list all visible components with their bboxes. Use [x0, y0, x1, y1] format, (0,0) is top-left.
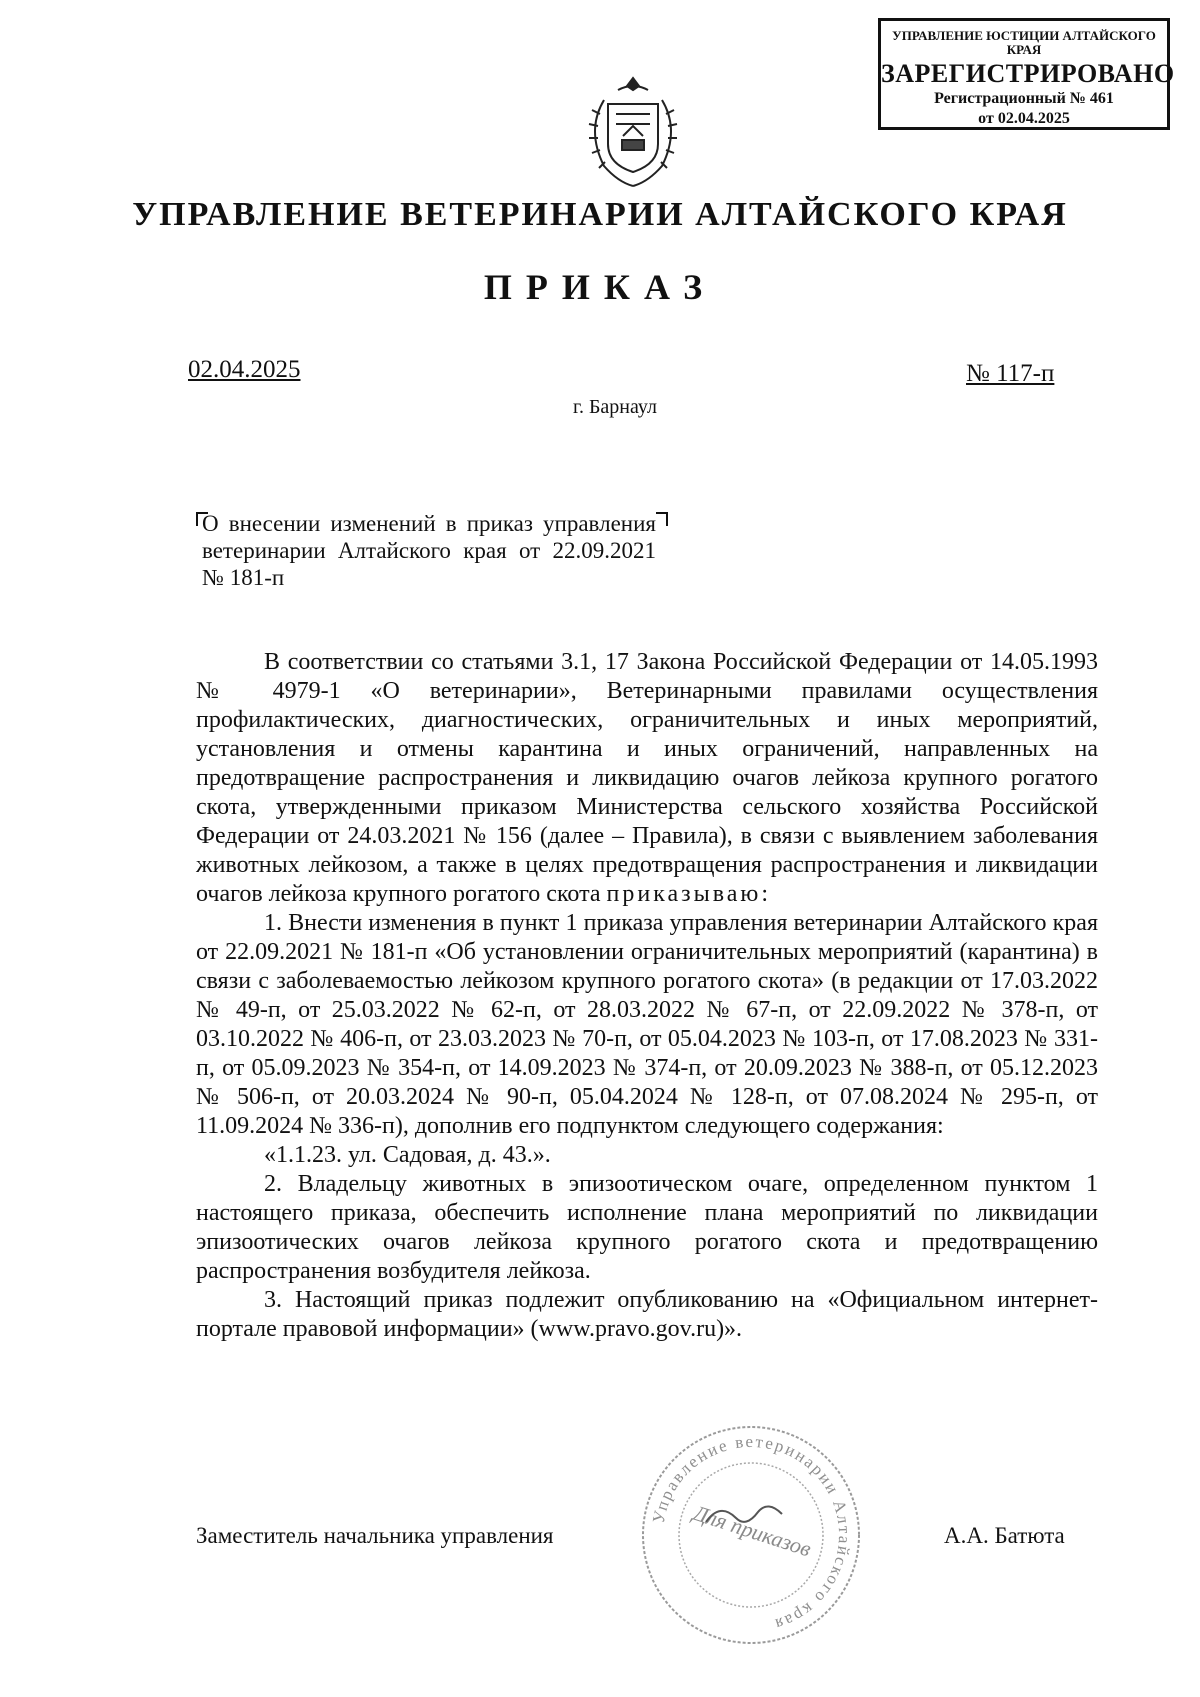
- item-2-paragraph: 2. Владельцу животных в эпизоотическом очаге, определенном пунктом 1 настоящего приказа, обеспечить исполнение плана мероприятий по ликвидации эпизоотических очагов лейкоза крупного рогатого скота и предотвращению распространения возбудителя лейкоза.: [196, 1171, 1098, 1284]
- subject-bracket-right: [656, 512, 668, 526]
- seal-center-text: Для приказов: [690, 1499, 815, 1562]
- coat-of-arms-icon: [578, 74, 688, 190]
- organization-title: УПРАВЛЕНИЕ ВЕТЕРИНАРИИ АЛТАЙСКОГО КРАЯ: [132, 196, 1068, 233]
- order-word: приказываю:: [606, 881, 772, 907]
- signatory-role: Заместитель начальника управления: [196, 1523, 554, 1548]
- signatory-name: А.А. Батюта: [944, 1523, 1065, 1548]
- preamble-text: В соответствии со статьями 3.1, 17 Закона Российской Федерации от 14.05.1993 № 4979-1 «О ветеринарии», Ветеринарными правилами осуществления профилактических, диагностических, ограничительных и иных мероприятий, установления и отмены карантина и иных ограничений, направленных на предотвращение распространения и ликвидацию очагов лейкоза крупного рогатого скота, утвержденными приказом Министерства сельского хозяйства Российской Федерации от 24.03.2021 № 156 (далее – Правила), в связи с выявлением заболевания животных лейкозом, а также в целях предотвращения распространения и ликвидации очагов лейкоза крупного рогатого скота: [196, 649, 1098, 907]
- registration-organization: УПРАВЛЕНИЕ ЮСТИЦИИ АЛТАЙСКОГО КРАЯ: [892, 28, 1156, 57]
- preamble-paragraph: [196, 648, 1098, 909]
- document-kind: ПРИКАЗ: [483, 267, 717, 307]
- official-seal-icon: [636, 1420, 866, 1650]
- registration-number: Регистрационный № 461: [934, 90, 1114, 107]
- seal-ring-text: Управление ветеринарии Алтайского края: [648, 1431, 855, 1635]
- registration-stamp: [878, 18, 1175, 130]
- document-number: № 117-п: [966, 360, 1055, 387]
- item-1-addition: «1.1.23. ул. Садовая, д. 43.».: [264, 1142, 551, 1168]
- document-date: 02.04.2025: [188, 356, 301, 383]
- registration-date: от 02.04.2025: [978, 110, 1070, 127]
- document-subject: О внесении изменений в приказ управления ветеринарии Алтайского края от 22.09.2021 № 181-п: [202, 511, 656, 590]
- item-1-paragraph: 1. Внести изменения в пункт 1 приказа управления ветеринарии Алтайского края от 22.09.2021 № 181-п «Об установлении ограничительных мероприятий (карантина) в связи с заболеваемостью лейкозом крупного рогатого скота» (в редакции от 17.03.2022 № 49-п, от 25.03.2022 № 62-п, от 28.03.2022 № 67-п, от 22.09.2022 № 378-п, от 03.10.2022 № 406-п, от 23.03.2023 № 70-п, от 05.04.2023 № 103-п, от 17.08.2023 № 331-п, от 05.09.2023 № 354-п, от 14.09.2023 № 374-п, от 20.09.2023 № 388-п, от 05.12.2023 № 506-п, от 20.03.2024 № 90-п, 05.04.2024 № 128-п, от 07.08.2024 № 295-п, от 11.09.2024 № 336-п), дополнив его подпунктом следующего содержания:: [196, 910, 1098, 1139]
- registration-status: ЗАРЕГИСТРИРОВАНО: [881, 59, 1175, 88]
- item-3-paragraph: 3. Настоящий приказ подлежит опубликованию на «Официальном интернет-портале правовой информации» (www.pravo.gov.ru)».: [196, 1287, 1098, 1342]
- document-body: [196, 648, 1098, 1344]
- document-city: г. Барнаул: [573, 396, 657, 418]
